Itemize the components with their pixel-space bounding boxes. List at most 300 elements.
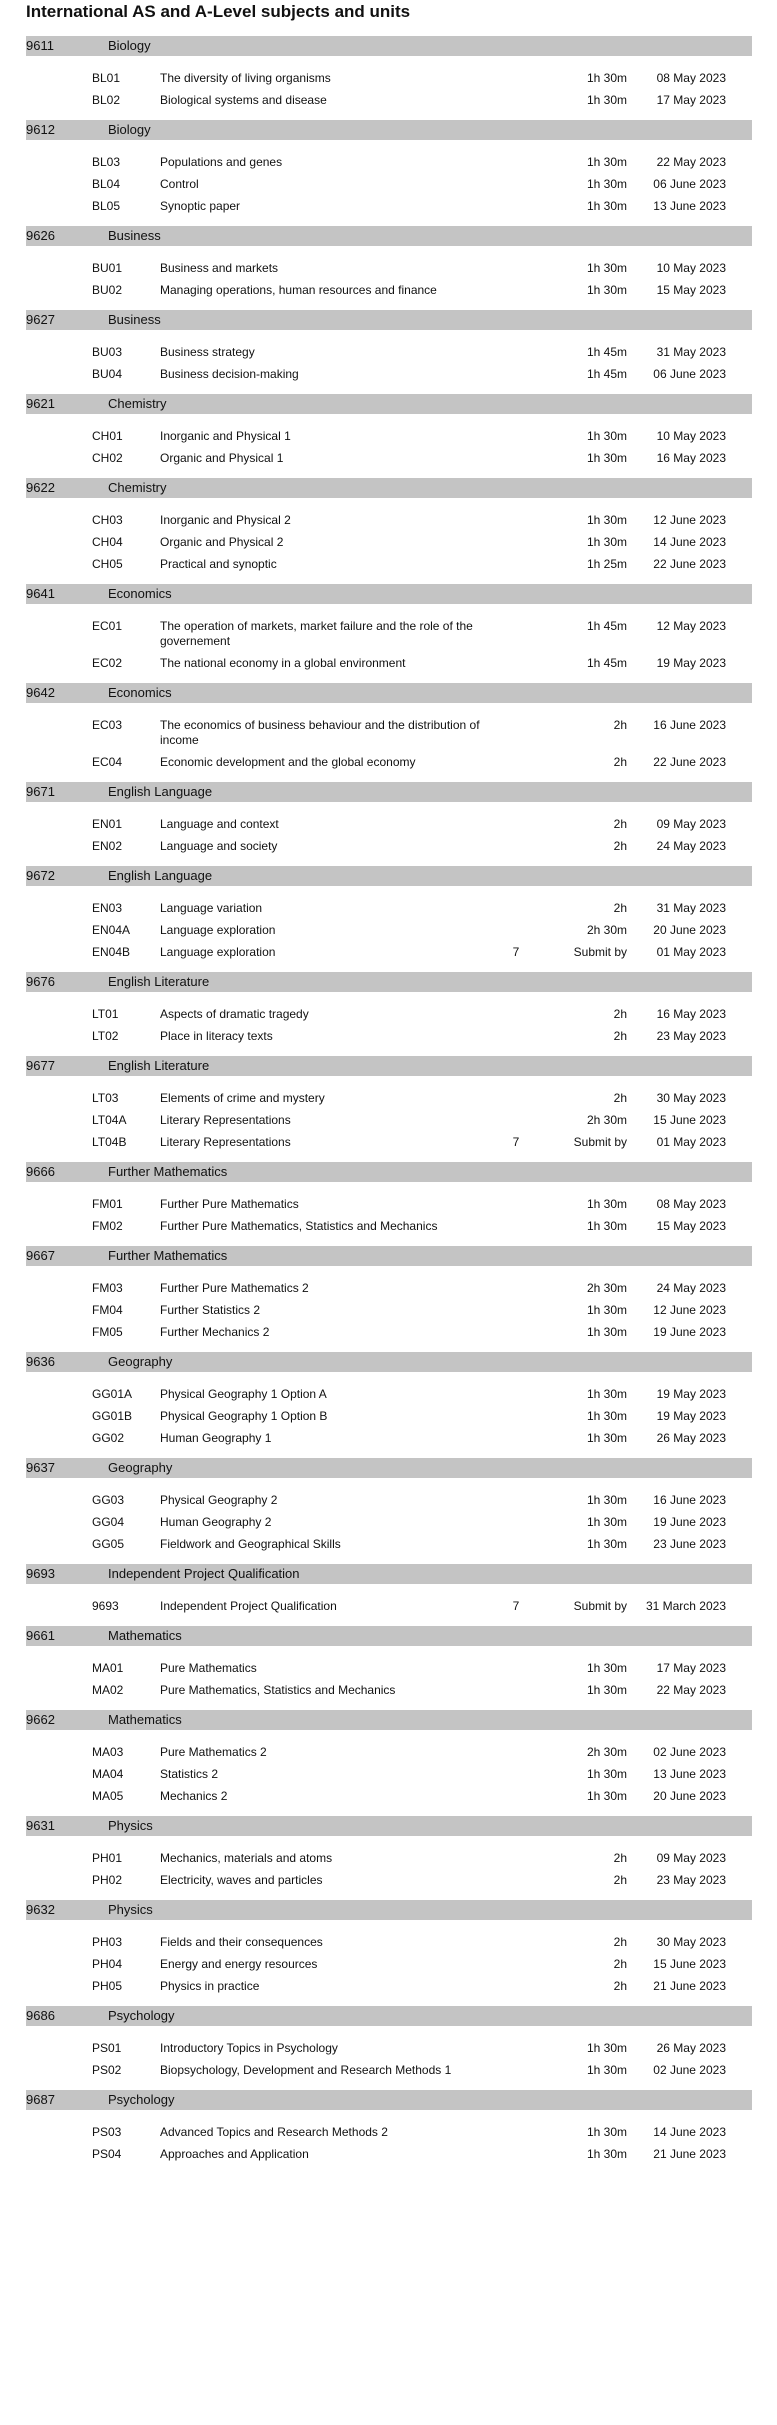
unit-date: 20 June 2023 <box>653 1789 726 1803</box>
unit-date: 19 May 2023 <box>656 1387 726 1401</box>
unit-row <box>26 1278 752 1300</box>
subject-section <box>26 120 752 226</box>
unit-title: Introductory Topics in Psychology <box>160 2041 338 2055</box>
unit-title: The operation of markets, market failure and the role of the governement <box>160 619 473 648</box>
subject-code: 9626 <box>26 228 55 243</box>
subject-header <box>26 866 752 886</box>
subject-section <box>26 310 752 394</box>
unit-title: The national economy in a global environment <box>160 656 406 670</box>
unit-date: 15 June 2023 <box>653 1113 726 1127</box>
subject-header <box>26 972 752 992</box>
unit-date: 02 June 2023 <box>653 1745 726 1759</box>
subject-name: Further Mathematics <box>108 1248 228 1263</box>
unit-duration: 1h 30m <box>586 1661 627 1675</box>
unit-title: Business strategy <box>160 345 255 359</box>
unit-title: Human Geography 1 <box>160 1431 272 1445</box>
subject-code: 9611 <box>26 38 54 53</box>
unit-title: Language and society <box>160 839 278 853</box>
subject-header <box>26 1458 752 1478</box>
unit-row <box>26 1004 752 1026</box>
unit-date: 24 May 2023 <box>656 1281 726 1295</box>
unit-title: Statistics 2 <box>160 1767 219 1781</box>
unit-date: 19 June 2023 <box>653 1325 726 1339</box>
unit-date: 06 June 2023 <box>653 177 726 191</box>
unit-code: BL03 <box>92 155 121 169</box>
unit-row <box>26 2144 752 2166</box>
unit-duration: 2h <box>613 1851 627 1865</box>
unit-date: 09 May 2023 <box>656 817 726 831</box>
unit-row <box>26 752 752 774</box>
unit-duration: 1h 30m <box>586 1197 627 1211</box>
unit-title: Inorganic and Physical 1 <box>160 429 291 443</box>
unit-row <box>26 1742 752 1764</box>
unit-title: Advanced Topics and Research Methods 2 <box>160 2125 388 2139</box>
subject-header <box>26 120 752 140</box>
unit-duration: 1h 30m <box>586 1409 627 1423</box>
subject-name: Psychology <box>108 2008 175 2023</box>
unit-duration: 1h 30m <box>586 1789 627 1803</box>
unit-code: GG02 <box>92 1431 125 1445</box>
unit-code: FM05 <box>92 1325 123 1339</box>
unit-row <box>26 1194 752 1216</box>
unit-code: PH03 <box>92 1935 123 1949</box>
unit-date: 16 June 2023 <box>653 1493 726 1507</box>
unit-list <box>26 1730 752 1816</box>
unit-row <box>26 152 752 174</box>
subject-name: Independent Project Qualification <box>108 1566 300 1581</box>
unit-row <box>26 898 752 920</box>
subject-code: 9667 <box>26 1248 55 1263</box>
unit-code: GG01B <box>92 1409 133 1423</box>
unit-code: EN03 <box>92 901 123 915</box>
unit-list <box>26 2110 752 2174</box>
unit-list <box>26 1920 752 2006</box>
unit-duration: 1h 30m <box>586 1219 627 1233</box>
unit-code: BL05 <box>92 199 121 213</box>
subject-name: English Literature <box>108 974 210 989</box>
subject-header <box>26 478 752 498</box>
unit-code: PS02 <box>92 2063 122 2077</box>
unit-code: GG03 <box>92 1493 125 1507</box>
unit-date: 19 May 2023 <box>656 1409 726 1423</box>
unit-code: EC02 <box>92 656 123 670</box>
unit-code: LT03 <box>92 1091 119 1105</box>
subject-list <box>26 36 752 2174</box>
subject-section <box>26 226 752 310</box>
unit-duration: Submit by <box>573 945 627 959</box>
subject-name: Economics <box>108 586 172 601</box>
unit-list <box>26 1478 752 1564</box>
unit-date: 30 May 2023 <box>656 1935 726 1949</box>
unit-row <box>26 1932 752 1954</box>
unit-title: Electricity, waves and particles <box>160 1873 323 1887</box>
unit-title: Organic and Physical 2 <box>160 535 284 549</box>
unit-date: 10 May 2023 <box>656 429 726 443</box>
unit-code: PH02 <box>92 1873 123 1887</box>
subject-name: Business <box>108 312 161 327</box>
unit-code: FM04 <box>92 1303 123 1317</box>
unit-row <box>26 1954 752 1976</box>
unit-row <box>26 942 752 964</box>
unit-row <box>26 1534 752 1556</box>
unit-code: LT02 <box>92 1029 119 1043</box>
unit-duration: 1h 30m <box>586 1431 627 1445</box>
unit-code: CH02 <box>92 451 123 465</box>
subject-header <box>26 683 752 703</box>
unit-code: MA02 <box>92 1683 124 1697</box>
subject-name: English Language <box>108 784 213 799</box>
unit-date: 15 May 2023 <box>656 1219 726 1233</box>
unit-duration: 1h 30m <box>586 261 627 275</box>
unit-date: 22 May 2023 <box>656 155 726 169</box>
unit-title: Approaches and Application <box>160 2147 309 2161</box>
subject-name: Biology <box>108 122 151 137</box>
subject-name: Psychology <box>108 2092 175 2107</box>
subject-section <box>26 972 752 1056</box>
unit-duration: 1h 45m <box>586 656 627 670</box>
unit-duration: 1h 30m <box>586 93 627 107</box>
subject-name: Physics <box>108 1818 153 1833</box>
unit-title: Physical Geography 2 <box>160 1493 278 1507</box>
unit-code: LT04A <box>92 1113 127 1127</box>
subject-section <box>26 394 752 478</box>
unit-list <box>26 56 752 120</box>
unit-title: Synoptic paper <box>160 199 241 213</box>
unit-row <box>26 1088 752 1110</box>
unit-title: Language and context <box>160 817 279 831</box>
unit-date: 16 June 2023 <box>653 718 726 732</box>
unit-duration: 2h <box>613 1979 627 1993</box>
unit-code: EN02 <box>92 839 123 853</box>
unit-duration: 1h 30m <box>586 1537 627 1551</box>
unit-title: Literary Representations <box>160 1135 291 1149</box>
subject-section <box>26 584 752 683</box>
subject-header <box>26 1162 752 1182</box>
subject-section <box>26 1564 752 1626</box>
unit-title: Language exploration <box>160 945 276 959</box>
subject-header <box>26 1056 752 1076</box>
unit-title: Energy and energy resources <box>160 1957 318 1971</box>
unit-duration: 2h <box>613 817 627 831</box>
unit-duration: 2h <box>613 1935 627 1949</box>
unit-date: 15 June 2023 <box>653 1957 726 1971</box>
unit-date: 08 May 2023 <box>656 71 726 85</box>
unit-code: FM02 <box>92 1219 123 1233</box>
unit-code: EC01 <box>92 619 123 633</box>
unit-date: 26 May 2023 <box>656 2041 726 2055</box>
unit-code: CH01 <box>92 429 123 443</box>
unit-title: Further Pure Mathematics 2 <box>160 1281 309 1295</box>
subject-code: 9642 <box>26 685 55 700</box>
subject-section <box>26 2090 752 2174</box>
unit-duration: 2h <box>613 1091 627 1105</box>
subject-code: 9621 <box>26 396 55 411</box>
unit-code: MA01 <box>92 1661 124 1675</box>
unit-title: Physics in practice <box>160 1979 260 1993</box>
unit-code: 9693 <box>92 1599 119 1613</box>
unit-list <box>26 703 752 782</box>
unit-list <box>26 1836 752 1900</box>
unit-code: LT01 <box>92 1007 119 1021</box>
unit-date: 22 May 2023 <box>656 1683 726 1697</box>
unit-list <box>26 604 752 683</box>
unit-code: PH04 <box>92 1957 123 1971</box>
subject-name: Biology <box>108 38 151 53</box>
unit-date: 13 June 2023 <box>653 1767 726 1781</box>
subject-name: Physics <box>108 1902 153 1917</box>
subject-header <box>26 1900 752 1920</box>
unit-row <box>26 2060 752 2082</box>
unit-duration: 1h 30m <box>586 535 627 549</box>
unit-row <box>26 1110 752 1132</box>
subject-name: Economics <box>108 685 172 700</box>
subject-header <box>26 782 752 802</box>
subject-code: 9622 <box>26 480 55 495</box>
unit-row <box>26 814 752 836</box>
unit-duration: 1h 30m <box>586 155 627 169</box>
unit-row <box>26 364 752 386</box>
unit-code: CH04 <box>92 535 123 549</box>
unit-date: 15 May 2023 <box>656 283 726 297</box>
subject-name: Mathematics <box>108 1628 182 1643</box>
unit-date: 21 June 2023 <box>653 1979 726 1993</box>
unit-list <box>26 414 752 478</box>
unit-title: Pure Mathematics, Statistics and Mechanics <box>160 1683 396 1697</box>
unit-title: Further Mechanics 2 <box>160 1325 270 1339</box>
subject-section <box>26 1458 752 1564</box>
unit-code: BL02 <box>92 93 121 107</box>
unit-code: FM03 <box>92 1281 123 1295</box>
unit-date: 09 May 2023 <box>656 1851 726 1865</box>
unit-row <box>26 836 752 858</box>
unit-row <box>26 1406 752 1428</box>
unit-title: Populations and genes <box>160 155 283 169</box>
subject-section <box>26 1816 752 1900</box>
unit-duration: 1h 45m <box>586 345 627 359</box>
unit-row <box>26 653 752 675</box>
subject-header <box>26 36 752 56</box>
unit-duration: 2h <box>613 1873 627 1887</box>
unit-date: 31 May 2023 <box>656 345 726 359</box>
unit-title: Business decision-making <box>160 367 299 381</box>
unit-date: 17 May 2023 <box>656 1661 726 1675</box>
unit-code: GG04 <box>92 1515 125 1529</box>
unit-row <box>26 426 752 448</box>
unit-title: Aspects of dramatic tragedy <box>160 1007 309 1021</box>
unit-row <box>26 1848 752 1870</box>
unit-duration: 1h 30m <box>586 2041 627 2055</box>
subject-header <box>26 226 752 246</box>
unit-duration: 1h 30m <box>586 199 627 213</box>
subject-code: 9612 <box>26 122 55 137</box>
unit-duration: 1h 30m <box>586 1767 627 1781</box>
unit-code: PH05 <box>92 1979 123 1993</box>
unit-duration: 2h <box>613 901 627 915</box>
unit-row <box>26 174 752 196</box>
unit-row <box>26 616 752 653</box>
unit-row <box>26 258 752 280</box>
subject-section <box>26 1352 752 1458</box>
unit-date: 21 June 2023 <box>653 2147 726 2161</box>
unit-duration: 2h 30m <box>586 1281 627 1295</box>
unit-title: Place in literacy texts <box>160 1029 273 1043</box>
unit-date: 22 June 2023 <box>653 557 726 571</box>
subject-header <box>26 2090 752 2110</box>
unit-list <box>26 1076 752 1162</box>
unit-row <box>26 1026 752 1048</box>
page-title: International AS and A-Level subjects and units <box>26 2 411 21</box>
subject-section <box>26 478 752 584</box>
subject-code: 9672 <box>26 868 55 883</box>
unit-title: Language exploration <box>160 923 276 937</box>
unit-title: Fields and their consequences <box>160 1935 323 1949</box>
subject-header <box>26 2006 752 2026</box>
document <box>26 0 752 2174</box>
unit-title: Biological systems and disease <box>160 93 327 107</box>
unit-list <box>26 1372 752 1458</box>
unit-code: BL04 <box>92 177 121 191</box>
unit-duration: 1h 30m <box>586 1325 627 1339</box>
unit-date: 31 March 2023 <box>645 1599 726 1613</box>
unit-duration: 1h 30m <box>586 2125 627 2139</box>
unit-list <box>26 886 752 972</box>
unit-row <box>26 715 752 752</box>
subject-header <box>26 1246 752 1266</box>
subject-code: 9686 <box>26 2008 55 2023</box>
unit-title: Language variation <box>160 901 263 915</box>
subject-name: English Literature <box>108 1058 210 1073</box>
unit-duration: 2h <box>613 718 627 732</box>
unit-title: Literary Representations <box>160 1113 291 1127</box>
unit-list <box>26 498 752 584</box>
unit-row <box>26 1384 752 1406</box>
unit-date: 01 May 2023 <box>656 945 726 959</box>
unit-title: Fieldwork and Geographical Skills <box>160 1537 341 1551</box>
subject-code: 9662 <box>26 1712 55 1727</box>
subject-header <box>26 1564 752 1584</box>
subject-name: Geography <box>108 1460 173 1475</box>
subject-section <box>26 1900 752 2006</box>
subject-name: Mathematics <box>108 1712 182 1727</box>
unit-date: 02 June 2023 <box>653 2063 726 2077</box>
unit-title: Pure Mathematics <box>160 1661 257 1675</box>
unit-duration: 2h <box>613 755 627 769</box>
unit-date: 10 May 2023 <box>656 261 726 275</box>
unit-duration: 2h <box>613 1957 627 1971</box>
unit-code: MA03 <box>92 1745 124 1759</box>
unit-title: Economic development and the global economy <box>160 755 416 769</box>
subject-code: 9693 <box>26 1566 55 1581</box>
unit-date: 31 May 2023 <box>656 901 726 915</box>
unit-duration: 2h 30m <box>586 1745 627 1759</box>
subject-name: Geography <box>108 1354 173 1369</box>
unit-date: 12 June 2023 <box>653 1303 726 1317</box>
subject-code: 9627 <box>26 312 55 327</box>
unit-title: Control <box>160 177 199 191</box>
unit-list <box>26 246 752 310</box>
subject-code: 9676 <box>26 974 55 989</box>
unit-code: EC04 <box>92 755 123 769</box>
subject-section <box>26 1056 752 1162</box>
unit-code: PS01 <box>92 2041 122 2055</box>
unit-title: Mechanics 2 <box>160 1789 228 1803</box>
subject-header <box>26 584 752 604</box>
unit-duration: 2h <box>613 1029 627 1043</box>
unit-title: Elements of crime and mystery <box>160 1091 325 1105</box>
unit-row <box>26 1132 752 1154</box>
unit-row <box>26 510 752 532</box>
unit-row <box>26 90 752 112</box>
unit-date: 19 May 2023 <box>656 656 726 670</box>
unit-row <box>26 1658 752 1680</box>
unit-row <box>26 1428 752 1450</box>
unit-title: Further Pure Mathematics, Statistics and Mechanics <box>160 1219 438 1233</box>
unit-mark: 7 <box>512 945 520 959</box>
unit-date: 13 June 2023 <box>653 199 726 213</box>
subject-code: 9666 <box>26 1164 55 1179</box>
unit-list <box>26 1584 752 1626</box>
subject-section <box>26 1246 752 1352</box>
unit-duration: 1h 30m <box>586 451 627 465</box>
unit-duration: Submit by <box>573 1599 627 1613</box>
subject-section <box>26 866 752 972</box>
subject-header <box>26 1710 752 1730</box>
unit-duration: 1h 30m <box>586 429 627 443</box>
unit-code: MA05 <box>92 1789 124 1803</box>
unit-title: Mechanics, materials and atoms <box>160 1851 333 1865</box>
unit-title: The diversity of living organisms <box>160 71 331 85</box>
subject-code: 9641 <box>26 586 55 601</box>
subject-section <box>26 2006 752 2090</box>
subject-section <box>26 683 752 782</box>
unit-row <box>26 1596 752 1618</box>
subject-code: 9632 <box>26 1902 55 1917</box>
unit-list <box>26 1266 752 1352</box>
subject-header <box>26 1626 752 1646</box>
unit-code: PS03 <box>92 2125 122 2139</box>
subject-header <box>26 310 752 330</box>
unit-title: Biopsychology, Development and Research Methods 1 <box>160 2063 452 2077</box>
unit-title: Pure Mathematics 2 <box>160 1745 267 1759</box>
unit-code: GG05 <box>92 1537 125 1551</box>
unit-code: GG01A <box>92 1387 133 1401</box>
unit-code: PS04 <box>92 2147 122 2161</box>
unit-row <box>26 2122 752 2144</box>
unit-duration: 1h 30m <box>586 2147 627 2161</box>
unit-list <box>26 140 752 226</box>
unit-date: 23 June 2023 <box>653 1537 726 1551</box>
unit-duration: 1h 30m <box>586 2063 627 2077</box>
unit-date: 12 May 2023 <box>656 619 726 633</box>
unit-row <box>26 342 752 364</box>
unit-title: Further Pure Mathematics <box>160 1197 299 1211</box>
unit-title: Managing operations, human resources and finance <box>160 283 437 297</box>
unit-code: BU02 <box>92 283 123 297</box>
subject-section <box>26 36 752 120</box>
unit-row <box>26 1870 752 1892</box>
unit-date: 24 May 2023 <box>656 839 726 853</box>
unit-title: Independent Project Qualification <box>160 1599 337 1613</box>
unit-list <box>26 1646 752 1710</box>
unit-duration: Submit by <box>573 1135 627 1149</box>
subject-name: English Language <box>108 868 213 883</box>
subject-code: 9687 <box>26 2092 55 2107</box>
unit-code: CH05 <box>92 557 123 571</box>
unit-row <box>26 920 752 942</box>
unit-row <box>26 1216 752 1238</box>
subject-section <box>26 1710 752 1816</box>
unit-date: 01 May 2023 <box>656 1135 726 1149</box>
